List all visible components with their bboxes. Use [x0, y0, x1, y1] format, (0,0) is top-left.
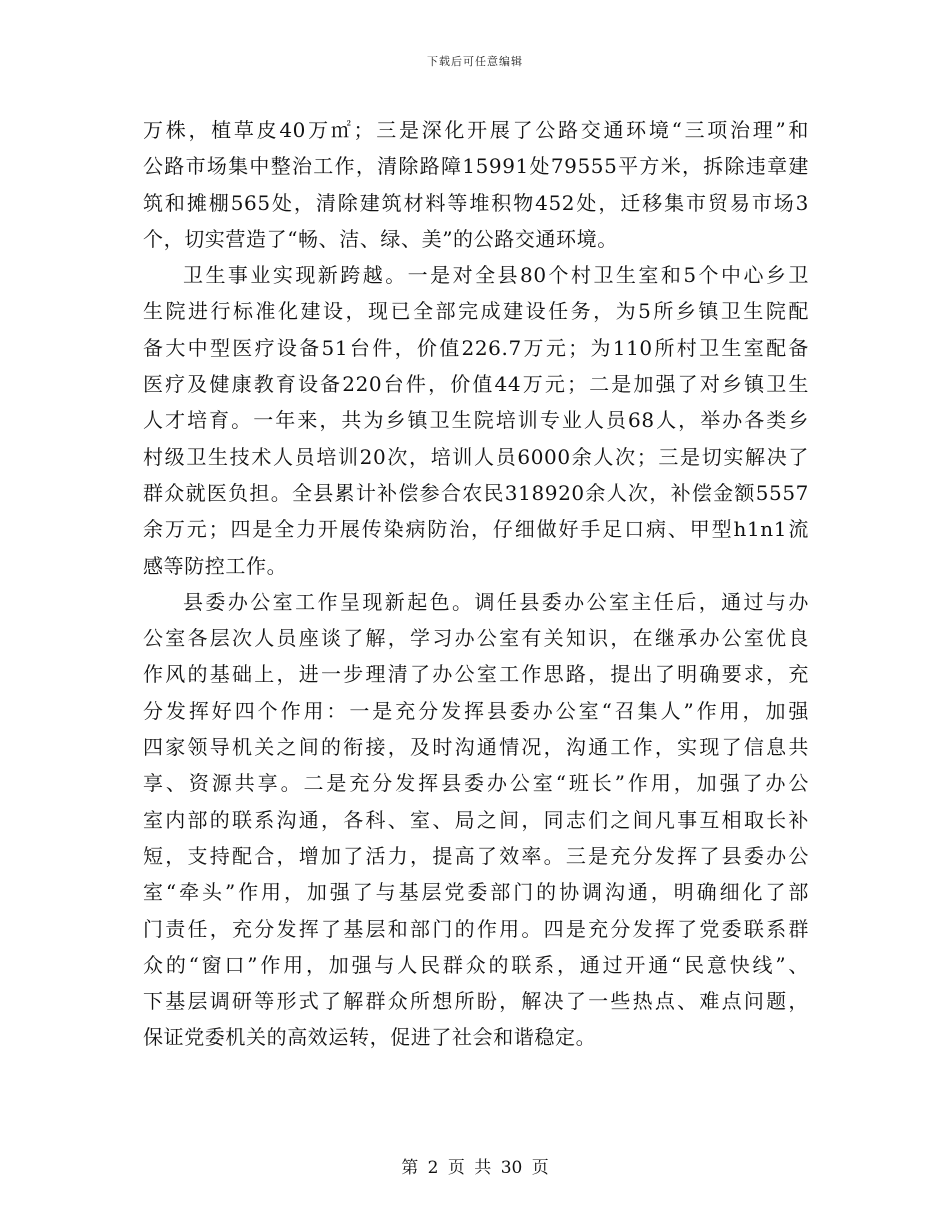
text-line: 公室各层次人员座谈了解，学习办公室有关知识，在继承办公室优良: [143, 626, 809, 651]
text-line: 公路市场集中整治工作，清除路障15991处79555平方米，拆除违章建: [143, 154, 809, 179]
text-line: 享、资源共享。二是充分发挥县委办公室“班长”作用，加强了办公: [143, 771, 809, 796]
text-line: 门责任，充分发挥了基层和部门的作用。四是充分发挥了党委联系群: [143, 916, 809, 941]
text-line: 下基层调研等形式了解群众所想所盼，解决了一些热点、难点问题，: [143, 989, 809, 1014]
text-line: 室“牵头”作用，加强了与基层党委部门的协调沟通，明确细化了部: [143, 880, 809, 905]
page-number: 第 2 页 共 30 页: [401, 1158, 549, 1178]
text-line: 备大中型医疗设备51台件，价值226.7万元；为110所村卫生室配备: [143, 335, 809, 360]
text-line: 县委办公室工作呈现新起色。调任县委办公室主任后，通过与办: [183, 589, 809, 614]
text-line: 感等防控工作。: [143, 553, 288, 578]
text-line: 四家领导机关之间的衔接，及时沟通情况，沟通工作，实现了信息共: [143, 735, 809, 760]
text-line: 个，切实营造了“畅、洁、绿、美”的公路交通环境。: [143, 226, 618, 251]
text-line: 生院进行标准化建设，现已全部完成建设任务，为5所乡镇卫生院配: [143, 299, 809, 324]
document-body: [143, 112, 809, 1056]
text-line: 人才培育。一年来，共为乡镇卫生院培训专业人员68人，举办各类乡: [143, 408, 809, 433]
paragraph: [143, 257, 809, 584]
paragraph: [143, 584, 809, 1056]
page-header: 下载后可任意编辑: [427, 55, 523, 68]
paragraph: [143, 112, 809, 257]
text-line: 保证党委机关的高效运转，促进了社会和谐稳定。: [143, 1025, 597, 1050]
text-line: 余万元；四是全力开展传染病防治，仔细做好手足口病、甲型h1n1流: [143, 517, 809, 542]
text-line: 室内部的联系沟通，各科、室、局之间，同志们之间凡事互相取长补: [143, 807, 809, 832]
text-line: 万株，植草皮40万㎡；三是深化开展了公路交通环境“三项治理”和: [143, 118, 809, 142]
text-line: 短，支持配合，增加了活力，提高了效率。三是充分发挥了县委办公: [143, 843, 809, 868]
text-line: 群众就医负担。全县累计补偿参合农民318920余人次，补偿金额5557: [143, 480, 809, 505]
text-line: 村级卫生技术人员培训20次，培训人员6000余人次；三是切实解决了: [143, 444, 809, 469]
text-line: 筑和摊棚565处，清除建筑材料等堆积物452处，迁移集市贸易市场3: [143, 190, 809, 215]
text-line: 医疗及健康教育设备220台件，价值44万元；二是加强了对乡镇卫生: [143, 372, 809, 397]
text-line: 众的“窗口”作用，加强与人民群众的联系，通过开通“民意快线”、: [143, 952, 809, 977]
text-line: 卫生事业实现新跨越。一是对全县80个村卫生室和5个中心乡卫: [183, 263, 809, 288]
text-line: 作风的基础上，进一步理清了办公室工作思路，提出了明确要求，充: [143, 662, 809, 687]
text-line: 分发挥好四个作用：一是充分发挥县委办公室“召集人”作用，加强: [143, 698, 809, 723]
